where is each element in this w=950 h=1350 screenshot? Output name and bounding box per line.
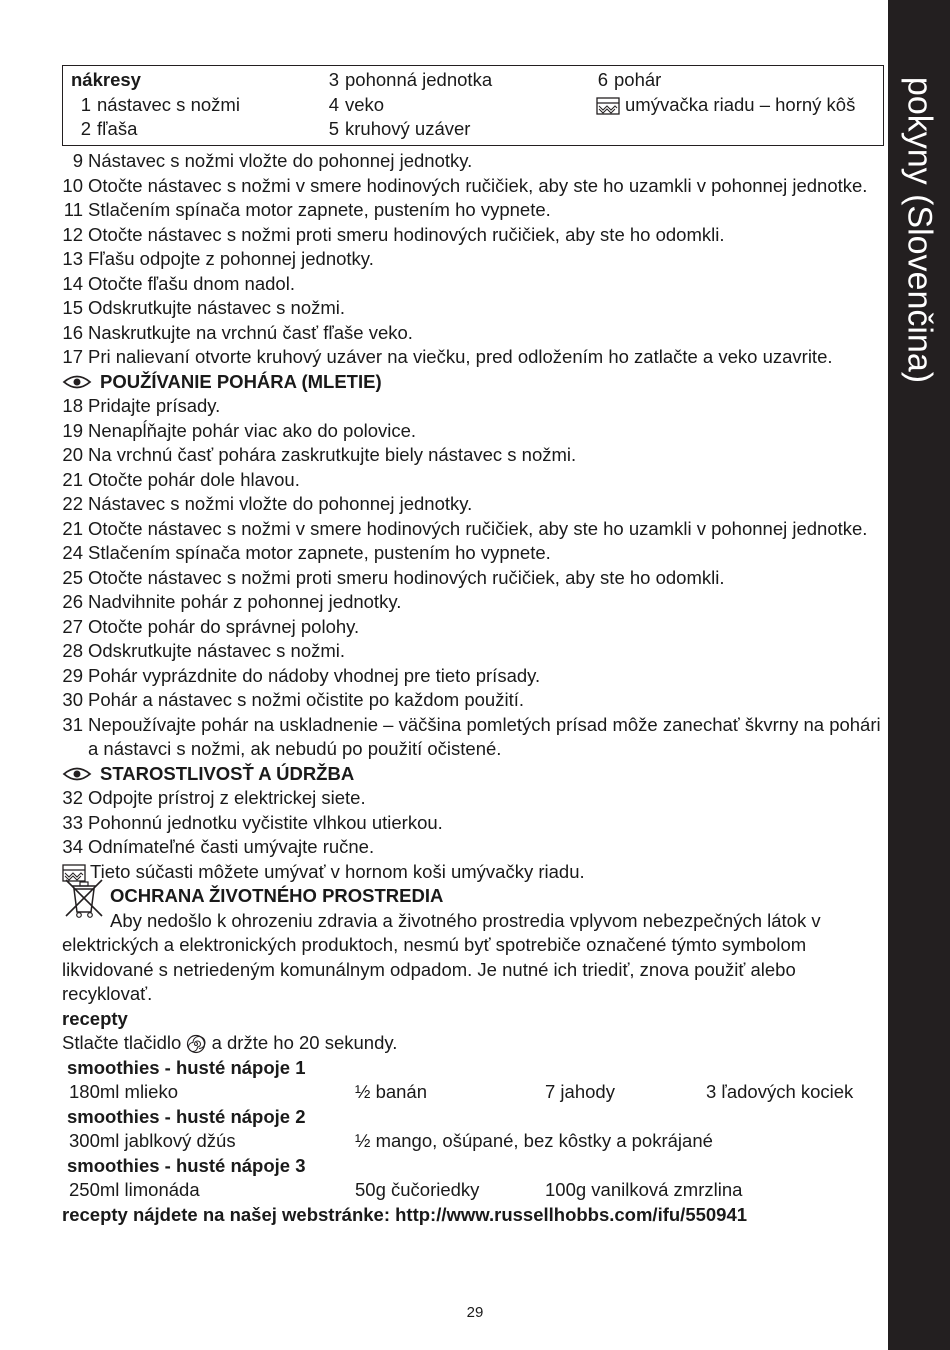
recipe-ingredients <box>62 1080 882 1105</box>
crossed-bin-icon <box>62 878 106 920</box>
parts-heading: nákresy <box>71 69 141 90</box>
ingredient: 300ml jablkový džús <box>69 1130 236 1151</box>
step-item: 21 Otočte nástavec s nožmi v smere hodinových ručičiek, aby ste ho uzamkli v pohonnej jednotke. <box>62 517 868 539</box>
step-item: 9 Nástavec s nožmi vložte do pohonnej jednotky. <box>72 150 473 171</box>
part-item-dishwasher: umývačka riadu – horný kôš <box>596 93 855 118</box>
parts-box <box>62 65 884 146</box>
step-item: 31 Nepoužívajte pohár na uskladnenie – väčšina pomletých prísad môže zanechať škvrny na pohári a nástavci s nožmi, ak nebudú po použití očistené. <box>62 713 881 759</box>
recipe-title: smoothies - husté nápoje 3 <box>67 1154 306 1176</box>
step-item: 32 Odpojte prístroj z elektrickej siete. <box>62 787 366 808</box>
ingredient: 180ml mlieko <box>69 1081 178 1102</box>
recipe-ingredients <box>62 1178 882 1203</box>
recipe-ingredients <box>62 1129 882 1154</box>
step-item: 33 Pohonnú jednotku vyčistite vlhkou utierkou. <box>62 811 443 833</box>
step-item: 25 Otočte nástavec s nožmi proti smeru hodinových ručičiek, aby ste ho odomkli. <box>62 566 725 588</box>
step-item: 22 Nástavec s nožmi vložte do pohonnej jednotky. <box>62 493 473 514</box>
side-tab-title: pokyny (Slovenčina) <box>900 76 939 384</box>
recipe-title: smoothies - husté nápoje 2 <box>67 1105 306 1127</box>
ingredient: 3 ľadových kociek <box>706 1081 854 1102</box>
part-item: 5 kruhový uzáver <box>328 118 471 139</box>
environment-text: Aby nedošlo k ohrozeniu zdravia a životného prostredia vplyvom nebezpečných látok v elektrických a elektronických produktoch, nesmú byť spotrebiče označené týmto symbolom likvidované s netriedeným komunálnym odpadom. Je nutné ich triediť, znova použiť alebo recyklovať. <box>62 909 821 1004</box>
step-item: 20 Na vrchnú časť pohára zaskrutkujte biely nástavec s nožmi. <box>62 444 577 465</box>
step-item: 16 Naskrutkujte na vrchnú časť fľaše veko. <box>62 321 413 343</box>
eye-icon <box>62 766 92 782</box>
environment-section <box>62 884 882 1007</box>
section-heading-environment: OCHRANA ŽIVOTNÉHO PROSTREDIA <box>110 885 444 906</box>
step-item: 24 Stlačením spínača motor zapnete, pustením ho vypnete. <box>62 542 551 563</box>
ingredient: ½ mango, ošúpané, bez kôstky a pokrájané <box>355 1130 713 1151</box>
steps-bottle <box>62 149 882 370</box>
step-item: 11 Stlačením spínača motor zapnete, pustením ho vypnete. <box>63 199 551 220</box>
part-item: 6 pohár <box>597 69 662 90</box>
recipes-website: recepty nájdete na našej webstránke: http://www.russellhobbs.com/ifu/550941 <box>62 1203 748 1225</box>
dishwasher-icon <box>596 97 620 115</box>
spiral-button-icon <box>186 1034 206 1054</box>
manual-content <box>62 149 882 1227</box>
step-item: 27 Otočte pohár do správnej polohy. <box>62 615 360 637</box>
part-item: 2 fľaša <box>80 118 138 139</box>
step-item: 10 Otočte nástavec s nožmi v smere hodinových ručičiek, aby ste ho uzamkli v pohonnej jednotke. <box>62 174 868 196</box>
recipes-heading: recepty <box>62 1007 128 1029</box>
step-item: 14 Otočte fľašu dnom nadol. <box>62 272 295 294</box>
part-item: 1 nástavec s nožmi <box>80 93 240 115</box>
step-item: 28 Odskrutkujte nástavec s nožmi. <box>62 640 346 661</box>
recipes-section <box>62 1007 882 1228</box>
step-item: 15 Odskrutkujte nástavec s nožmi. <box>62 297 346 318</box>
steps-care <box>62 786 882 860</box>
parts-column-3 <box>596 68 855 117</box>
ingredient: ½ banán <box>355 1081 428 1102</box>
ingredient: 100g vanilková zmrzlina <box>545 1179 743 1200</box>
ingredient: 50g čučoriedky <box>355 1179 480 1200</box>
ingredient: 250ml limonáda <box>69 1179 200 1200</box>
step-item: 12 Otočte nástavec s nožmi proti smeru hodinových ručičiek, aby ste ho odomkli. <box>62 223 725 245</box>
step-item: 26 Nadvihnite pohár z pohonnej jednotky. <box>62 591 402 612</box>
step-item: 30 Pohár a nástavec s nožmi očistite po každom použití. <box>62 689 524 710</box>
recipe-title: smoothies - husté nápoje 1 <box>67 1056 306 1078</box>
step-item: 21 Otočte pohár dole hlavou. <box>62 468 300 490</box>
dishwasher-note: Tieto súčasti môžete umývať v hornom koši umývačky riadu. <box>62 860 882 885</box>
step-item: 34 Odnímateľné časti umývajte ručne. <box>62 836 375 857</box>
parts-column-2 <box>327 68 492 142</box>
section-heading-care: STAROSTLIVOSŤ A ÚDRŽBA <box>62 762 882 787</box>
step-item: 29 Pohár vyprázdnite do nádoby vhodnej pre tieto prísady. <box>62 664 541 686</box>
section-heading-mill: POUŽÍVANIE POHÁRA (MLETIE) <box>62 370 882 395</box>
recipes-instruction: Stlačte tlačidlo a držte ho 20 sekundy. <box>62 1032 398 1053</box>
steps-jar <box>62 394 882 762</box>
step-item: 19 Nenapĺňajte pohár viac ako do polovice. <box>62 419 417 441</box>
part-item: 4 veko <box>328 93 385 115</box>
ingredient: 7 jahody <box>545 1081 615 1102</box>
page-number: 29 <box>466 1304 484 1321</box>
step-item: 18 Pridajte prísady. <box>62 395 221 416</box>
eye-icon <box>62 374 92 390</box>
step-item: 17 Pri nalievaní otvorte kruhový uzáver na viečku, pred odložením ho zatlačte a veko uzavrite. <box>62 346 833 367</box>
part-item: 3 pohonná jednotka <box>328 69 493 90</box>
parts-column-1 <box>71 68 240 142</box>
step-item: 13 Fľašu odpojte z pohonnej jednotky. <box>62 248 374 269</box>
